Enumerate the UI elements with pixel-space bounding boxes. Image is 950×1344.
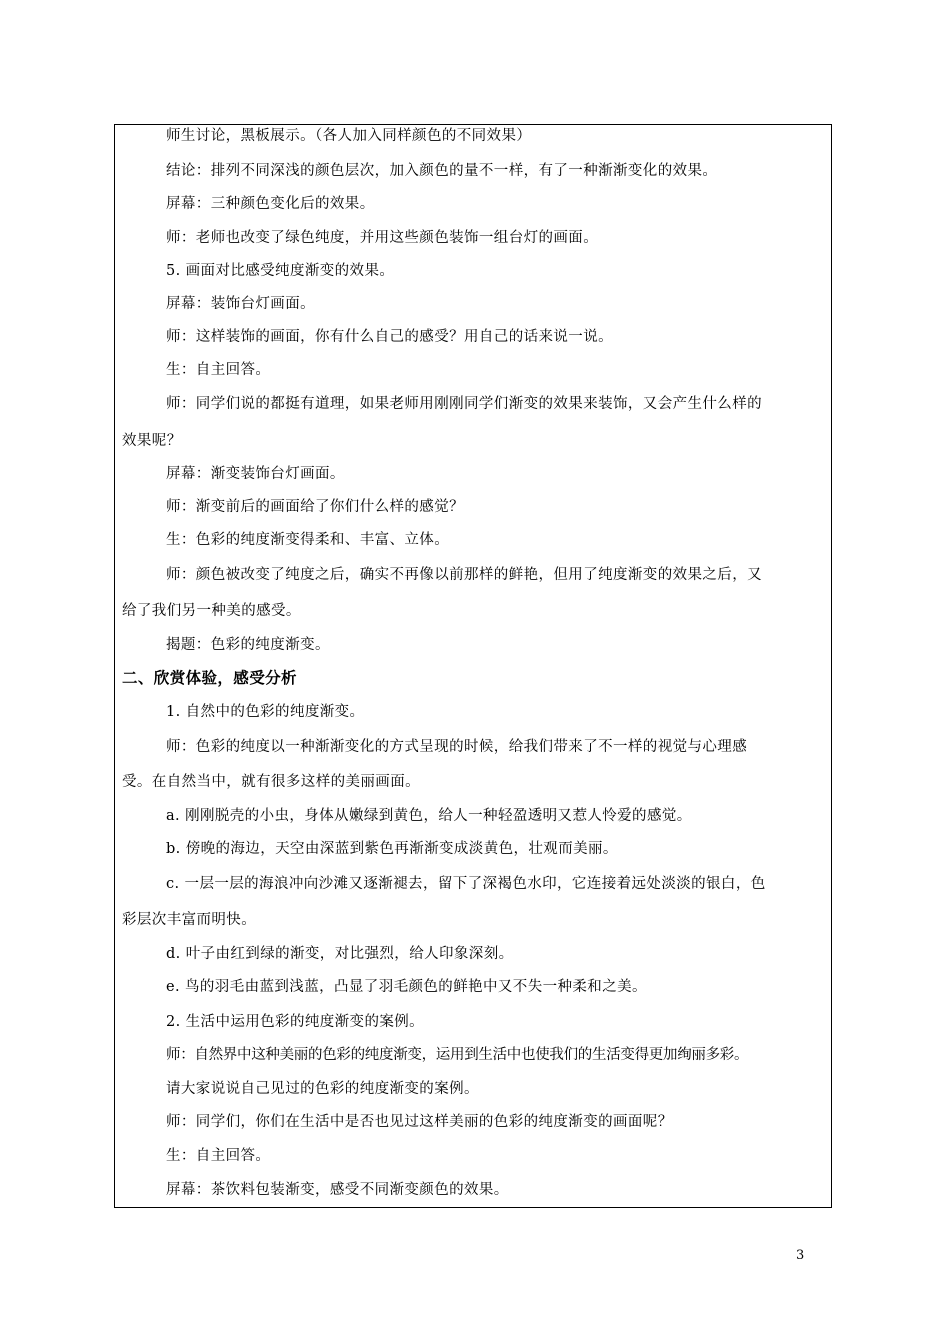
text-line: 师：渐变前后的画面给了你们什么样的感觉？ <box>166 499 464 515</box>
text-line: 结论：排列不同深浅的颜色层次，加入颜色的量不一样，有了一种渐渐变化的效果。 <box>166 163 718 179</box>
text-line: e. 鸟的羽毛由蓝到浅蓝，凸显了羽毛颜色的鲜艳中又不失一种柔和之美。 <box>166 979 647 995</box>
text-line: 生：自主回答。 <box>166 1148 271 1164</box>
page-number: 3 <box>796 1248 805 1263</box>
text-line: 师：色彩的纯度以一种渐渐变化的方式呈现的时候，给我们带来了不一样的视觉与心理感 <box>166 739 748 755</box>
text-line: 彩层次丰富而明快。 <box>122 912 257 928</box>
text-line: 屏幕：渐变装饰台灯画面。 <box>166 466 345 482</box>
text-line: 师：同学们说的都挺有道理，如果老师用刚刚同学们渐变的效果来装饰，又会产生什么样的 <box>166 396 762 412</box>
text-line: 师：颜色被改变了纯度之后，确实不再像以前那样的鲜艳，但用了纯度渐变的效果之后，又 <box>166 567 762 583</box>
text-line: 师：自然界中这种美丽的色彩的纯度渐变，运用到生活中也使我们的生活变得更加绚丽多彩。 <box>166 1047 749 1063</box>
text-line: 受。在自然当中，就有很多这样的美丽画面。 <box>122 774 420 790</box>
text-line: 师：这样装饰的画面，你有什么自己的感受？用自己的话来说一说。 <box>166 329 613 345</box>
text-line: 屏幕：三种颜色变化后的效果。 <box>166 196 375 212</box>
text-line: 给了我们另一种美的感受。 <box>122 603 301 619</box>
text-line: 5. 画面对比感受纯度渐变的效果。 <box>166 263 395 279</box>
text-line: b. 傍晚的海边，天空由深蓝到紫色再渐渐变成淡黄色，壮观而美丽。 <box>166 841 618 857</box>
text-line: 师：老师也改变了绿色纯度，并用这些颜色装饰一组台灯的画面。 <box>166 230 599 246</box>
text-line: 揭题：色彩的纯度渐变。 <box>166 637 330 653</box>
text-line: 2. 生活中运用色彩的纯度渐变的案例。 <box>166 1014 425 1030</box>
section-heading: 二、欣赏体验，感受分析 <box>122 668 297 687</box>
text-line: 生：色彩的纯度渐变得柔和、丰富、立体。 <box>166 532 450 548</box>
text-line: a. 刚刚脱壳的小虫，身体从嫩绿到黄色，给人一种轻盈透明又惹人怜爱的感觉。 <box>166 808 692 824</box>
text-line: 师生讨论，黑板展示。（各人加入同样颜色的不同效果） <box>166 128 532 144</box>
text-line: 效果呢？ <box>122 433 182 449</box>
text-line: 请大家说说自己见过的色彩的纯度渐变的案例。 <box>166 1081 479 1097</box>
text-line: 生：自主回答。 <box>166 362 271 378</box>
text-line: 屏幕：装饰台灯画面。 <box>166 296 315 312</box>
text-line: 屏幕：茶饮料包装渐变，感受不同渐变颜色的效果。 <box>166 1182 509 1198</box>
text-line: 师：同学们，你们在生活中是否也见过这样美丽的色彩的纯度渐变的画面呢？ <box>166 1114 673 1130</box>
text-line: 1. 自然中的色彩的纯度渐变。 <box>166 704 365 720</box>
text-line: c. 一层一层的海浪冲向沙滩又逐渐褪去，留下了深褐色水印，它连接着远处淡淡的银白，色 <box>166 876 766 892</box>
text-line: d. 叶子由红到绿的渐变，对比强烈，给人印象深刻。 <box>166 946 514 962</box>
